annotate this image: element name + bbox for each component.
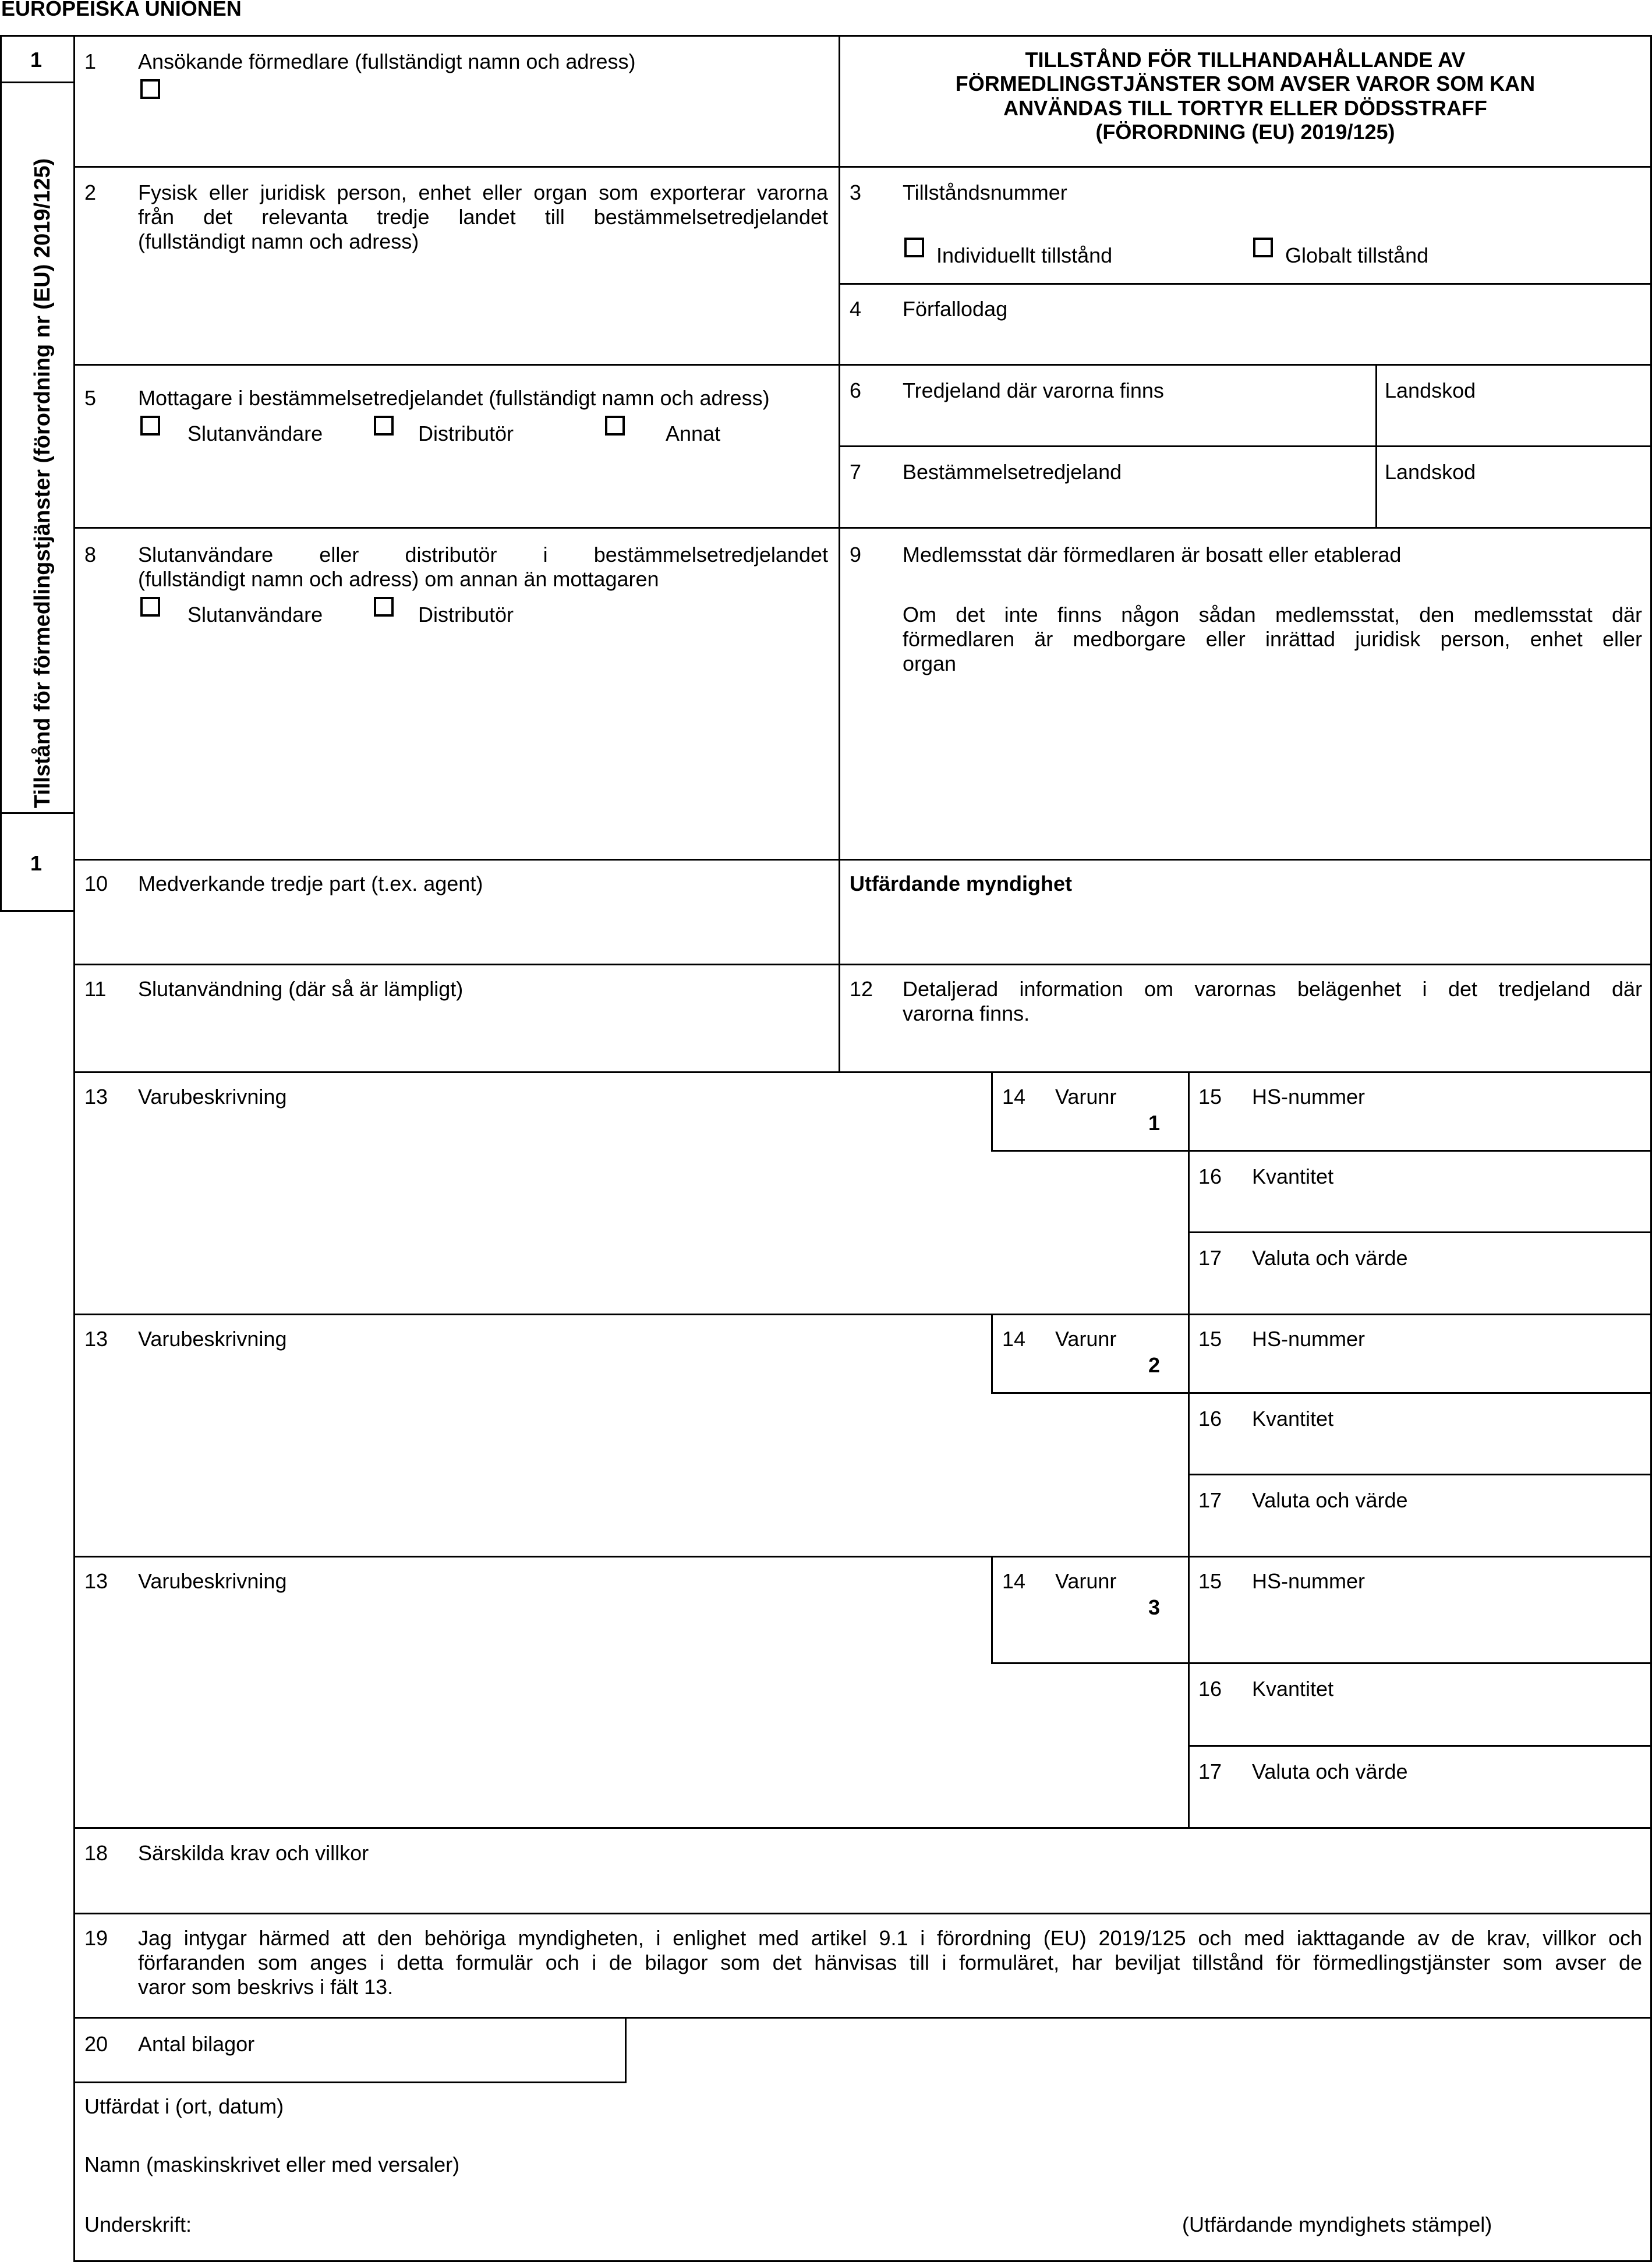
field-number-2: 2 <box>84 180 97 204</box>
item2-value-label: Valuta och värde <box>1252 1488 1408 1512</box>
field-7-country-code: Landskod <box>1385 460 1476 484</box>
form-title <box>840 48 1650 144</box>
copy-number-bottom: 1 <box>30 851 43 875</box>
field-1-label: Ansökande förmedlare (fullständigt namn och adress) <box>138 49 636 73</box>
row-divider-3-4 <box>839 283 1652 285</box>
field-19-text-line3: varor som beskrivs i fält 13. <box>138 1975 394 1999</box>
global-permit-label: Globalt tillstånd <box>1285 243 1429 267</box>
item3-qty-label: Kvantitet <box>1252 1677 1334 1701</box>
side-divider-top <box>0 82 75 83</box>
item3-desc-number: 13 <box>84 1569 108 1593</box>
field-2-label-line1: Fysisk eller juridisk person, enhet eller organ som exporterar varorna <box>138 180 828 204</box>
item2-hs-label: HS-nummer <box>1252 1327 1366 1351</box>
f8-distributor-label: Distributör <box>418 603 514 626</box>
main-border-left <box>73 35 75 2262</box>
stamp-label: (Utfärdande myndighets stämpel) <box>1182 2213 1492 2236</box>
side-border-bottom <box>0 910 75 912</box>
item1-qty-number: 16 <box>1198 1164 1222 1188</box>
item1-varunr-left <box>991 1071 993 1152</box>
item3-varunr-left <box>991 1556 993 1664</box>
field-number-3: 3 <box>850 180 862 204</box>
row-divider-5 <box>73 964 1652 965</box>
item1-hs-bottom <box>1188 1150 1652 1152</box>
item2-desc-number: 13 <box>84 1327 108 1351</box>
field-19-text-line2: förfaranden som anges i detta formulär och i de bilagor som det hänvisas till i formuläret, har beviljat tillstånd för förmedlingstjänster som avser de <box>138 1951 1642 1974</box>
item1-value-number: 17 <box>1198 1246 1222 1270</box>
vertical-form-title: Tillstånd för förmedlingstjänster (förordning nr (EU) 2019/125) <box>30 158 55 809</box>
item2-value-number: 17 <box>1198 1488 1222 1512</box>
global-permit-checkbox[interactable] <box>1253 238 1273 257</box>
field-number-18: 18 <box>84 1841 108 1865</box>
field-19-text-line1: Jag intygar härmed att den behöriga myndigheten, i enlighet med artikel 9.1 i förordning (EU) 2019/125 och med iakttagande av de krav, villkor och <box>138 1926 1642 1950</box>
field-9-note-line3: organ <box>903 652 957 675</box>
item2-qty-number: 16 <box>1198 1407 1222 1431</box>
field-2-label-line3: (fullständigt namn och adress) <box>138 229 419 253</box>
field-9-note-line2: förmedlaren är medborgare eller inrättad juridisk person, enhet eller <box>903 627 1642 651</box>
row-divider-19 <box>73 2017 1652 2019</box>
item2-hs-bottom <box>1188 1392 1652 1394</box>
country-code-divider <box>1375 364 1377 528</box>
item3-value-label: Valuta och värde <box>1252 1760 1408 1783</box>
field-20-label: Antal bilagor <box>138 2032 255 2056</box>
item2-varunr-bottom <box>991 1392 1189 1394</box>
field-10-label: Medverkande tredje part (t.ex. agent) <box>138 872 483 895</box>
f5-distributor-label: Distributör <box>418 422 514 445</box>
field-7-label: Bestämmelsetredjeland <box>903 460 1122 484</box>
field-number-4: 4 <box>850 297 862 321</box>
row-divider-6 <box>73 1071 1652 1073</box>
form-title-line1: TILLSTÅND FÖR TILLHANDAHÅLLANDE AV <box>1025 48 1466 72</box>
individual-permit-label: Individuellt tillstånd <box>936 243 1113 267</box>
item3-desc-label: Varubeskrivning <box>138 1569 287 1593</box>
f5-distributor-checkbox[interactable] <box>374 416 394 436</box>
item2-varunr-number: 14 <box>1002 1327 1026 1351</box>
item1-varunr-number: 14 <box>1002 1085 1026 1109</box>
field-12-label-line2: varorna finns. <box>903 1001 1030 1025</box>
f20-right-border <box>625 2017 627 2083</box>
side-divider-bottom <box>0 812 75 814</box>
row-divider-1 <box>73 166 1652 168</box>
side-border-left <box>0 35 2 911</box>
field-number-6: 6 <box>850 378 862 402</box>
row-divider-4 <box>73 859 1652 861</box>
field-8-label-line1: Slutanvändare eller distributör i bestämmelsetredjelandet <box>138 543 828 567</box>
item-block-divider-3 <box>73 1827 1652 1829</box>
item3-varunr-bottom <box>991 1662 1189 1664</box>
item2-varunr-left <box>991 1314 993 1394</box>
item3-hs-label: HS-nummer <box>1252 1569 1366 1593</box>
item1-hs-label: HS-nummer <box>1252 1085 1366 1109</box>
row-divider-3 <box>73 527 1652 529</box>
field-6-label: Tredjeland där varorna finns <box>903 378 1164 402</box>
field-9-note-line1: Om det inte finns någon sådan medlemsstat, den medlemsstat där <box>903 603 1642 626</box>
item1-value-label: Valuta och värde <box>1252 1246 1408 1270</box>
item3-value-number: 17 <box>1198 1760 1222 1783</box>
field-2-label-line2: från det relevanta tredje landet till bestämmelsetredjelandet <box>138 205 828 229</box>
item3-item-no: 3 <box>1148 1595 1161 1619</box>
field-1-checkbox[interactable] <box>140 79 160 99</box>
f5-other-checkbox[interactable] <box>605 416 625 436</box>
item2-hs-number: 15 <box>1198 1327 1222 1351</box>
item1-desc-number: 13 <box>84 1085 108 1109</box>
f5-other-label: Annat <box>666 422 721 445</box>
field-number-19: 19 <box>84 1926 108 1950</box>
field-number-9: 9 <box>850 543 862 567</box>
individual-permit-checkbox[interactable] <box>904 238 924 257</box>
item2-qty-label: Kvantitet <box>1252 1407 1334 1431</box>
field-number-11: 11 <box>84 977 107 1001</box>
field-number-5: 5 <box>84 386 97 410</box>
center-divider <box>839 35 840 1072</box>
row-divider-6-7 <box>839 445 1652 447</box>
name-label: Namn (maskinskrivet eller med versaler) <box>84 2153 460 2176</box>
items-right-divider <box>1188 1071 1190 1829</box>
item3-hs-bottom <box>1188 1662 1652 1664</box>
item2-desc-label: Varubeskrivning <box>138 1327 287 1351</box>
union-header: EUROPEISKA UNIONEN <box>1 0 242 20</box>
item1-varunr-label: Varunr <box>1055 1085 1117 1109</box>
field-5-label: Mottagare i bestämmelsetredjelandet (fullständigt namn och adress) <box>138 386 770 410</box>
copy-number-top: 1 <box>30 48 43 72</box>
item1-hs-number: 15 <box>1198 1085 1222 1109</box>
field-number-1: 1 <box>84 49 97 73</box>
field-11-label: Slutanvändning (där så är lämpligt) <box>138 977 464 1001</box>
field-number-10: 10 <box>84 872 108 895</box>
f5-end-user-checkbox[interactable] <box>140 416 160 436</box>
field-number-8: 8 <box>84 543 97 567</box>
f5-end-user-label: Slutanvändare <box>188 422 323 445</box>
item1-varunr-bottom <box>991 1150 1189 1152</box>
field-3-label: Tillståndsnummer <box>903 180 1067 204</box>
item2-varunr-label: Varunr <box>1055 1327 1117 1351</box>
field-9-label: Medlemsstat där förmedlaren är bosatt eller etablerad <box>903 543 1402 567</box>
form-title-line3: ANVÄNDAS TILL TORTYR ELLER DÖDSSTRAFF <box>1003 95 1487 120</box>
item3-varunr-label: Varunr <box>1055 1569 1117 1593</box>
issuing-authority-label: Utfärdande myndighet <box>850 872 1073 895</box>
f20-bottom-border <box>73 2082 627 2083</box>
item2-qty-bottom <box>1188 1474 1652 1475</box>
field-number-7: 7 <box>850 460 862 484</box>
issued-place-date-label: Utfärdat i (ort, datum) <box>84 2094 284 2118</box>
f8-end-user-label: Slutanvändare <box>188 603 323 626</box>
field-8-label-line2: (fullständigt namn och adress) om annan än mottagaren <box>138 567 659 591</box>
item3-qty-bottom <box>1188 1745 1652 1747</box>
item1-item-no: 1 <box>1148 1111 1161 1135</box>
form-top-border <box>0 35 1652 37</box>
field-number-20: 20 <box>84 2032 108 2056</box>
row-divider-2 <box>73 364 1652 366</box>
field-18-label: Särskilda krav och villkor <box>138 1841 369 1865</box>
item-block-divider-1 <box>73 1314 1652 1315</box>
item3-varunr-number: 14 <box>1002 1569 1026 1593</box>
item-block-divider-2 <box>73 1556 1652 1557</box>
row-divider-18 <box>73 1913 1652 1914</box>
field-12-label-line1: Detaljerad information om varornas belägenhet i det tredjeland där <box>903 977 1642 1001</box>
f8-end-user-checkbox[interactable] <box>140 597 160 617</box>
item1-qty-bottom <box>1188 1231 1652 1233</box>
signature-label: Underskrift: <box>84 2213 192 2236</box>
field-6-country-code: Landskod <box>1385 378 1476 402</box>
item3-qty-number: 16 <box>1198 1677 1222 1701</box>
form-title-line2: FÖRMEDLINGSTJÄNSTER SOM AVSER VAROR SOM KAN <box>955 72 1536 96</box>
item2-item-no: 2 <box>1148 1353 1161 1377</box>
item1-desc-label: Varubeskrivning <box>138 1085 287 1109</box>
item1-qty-label: Kvantitet <box>1252 1164 1334 1188</box>
item3-hs-number: 15 <box>1198 1569 1222 1593</box>
field-number-12: 12 <box>850 977 873 1001</box>
field-4-label: Förfallodag <box>903 297 1008 321</box>
form-title-line4: (FÖRORDNING (EU) 2019/125) <box>1095 120 1395 144</box>
f8-distributor-checkbox[interactable] <box>374 597 394 617</box>
